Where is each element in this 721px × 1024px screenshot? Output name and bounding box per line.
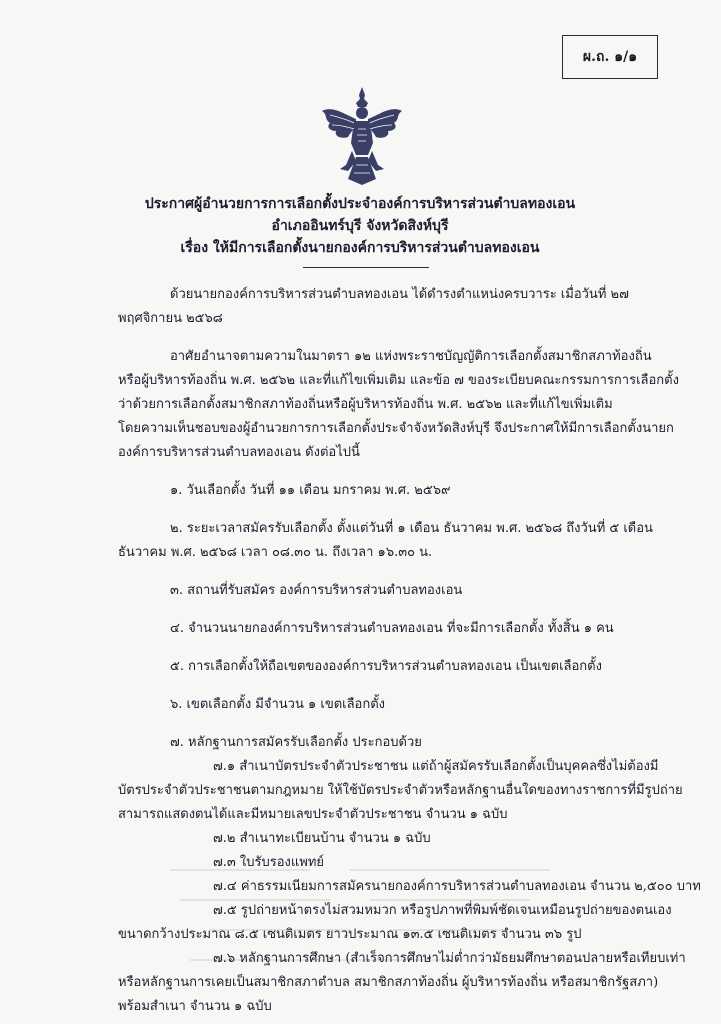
sub-7-5-line-1: ๗.๕ รูปถ่ายหน้าตรงไม่สวมหมวก หรือรูปภาพที่พิมพ์ชัดเจนเหมือนรูปถ่ายของตนเอง <box>213 903 672 918</box>
item-2-line-1: ๒. ระยะเวลาสมัครรับเลือกตั้ง ตั้งแต่วันที่ ๑ เดือน ธันวาคม พ.ศ. ๒๕๖๘ ถึงวันที่ ๕ เดือน <box>170 521 653 536</box>
item-5-constituency: ๕. การเลือกตั้งให้ถือเขตขององค์การบริหารส่วนตำบลทองเอน เป็นเขตเลือกตั้ง <box>170 659 602 674</box>
paragraph-2-line-4: โดยความเห็นชอบของผู้อำนวยการการเลือกตั้งประจำจังหวัดสิงห์บุรี จึงประกาศให้มีการเลือกตั้งนายก <box>118 421 674 436</box>
sub-7-6-line-2: หรือหลักฐานการเคยเป็นสมาชิกสภาตำบล สมาชิกสภาท้องถิ่น ผู้บริหารท้องถิ่น หรือสมาชิกรัฐสภา) <box>118 975 659 990</box>
paragraph-2-line-5: องค์การบริหารส่วนตำบลทองเอน ดังต่อไปนี้ <box>118 445 360 460</box>
item-2-line-2: ธันวาคม พ.ศ. ๒๕๖๘ เวลา ๐๘.๓๐ น. ถึงเวลา ๑๖.๓๐ น. <box>118 545 433 560</box>
sub-7-3-medical-certificate: ๗.๓ ใบรับรองแพทย์ <box>213 855 325 870</box>
sub-7-1-line-2: บัตรประจำตัวประชาชนตามกฎหมาย ให้ใช้บัตรประจำตัวหรือหลักฐานอื่นใดของทางราชการที่มีรูปถ่าย <box>118 783 683 798</box>
form-code-box <box>562 35 658 79</box>
sub-7-5-line-2: ขนาดกว้างประมาณ ๘.๕ เซนติเมตร ยาวประมาณ ๑๓.๕ เซนติเมตร จำนวน ๓๖ รูป <box>118 927 582 942</box>
title-line-1: ประกาศผู้อำนวยการการเลือกตั้งประจำองค์การบริหารส่วนตำบลทองเอน <box>144 196 576 212</box>
announcement-title <box>140 193 580 259</box>
paragraph-2-line-2: หรือผู้บริหารท้องถิ่น พ.ศ. ๒๕๖๒ และที่แก้ไขเพิ่มเติม และข้อ ๗ ของระเบียบคณะกรรมการการเลือกตั้ง <box>118 373 679 388</box>
paragraph-1-line-1: ด้วยนายกองค์การบริหารส่วนตำบลทองเอน ได้ดำรงตำแหน่งครบวาระ เมื่อวันที่ ๒๗ <box>170 287 629 302</box>
sub-7-1-line-1: ๗.๑ สำเนาบัตรประจำตัวประชาชน แต่ถ้าผู้สมัครรับเลือกตั้งเป็นบุคคลซึ่งไม่ต้องมี <box>213 759 659 774</box>
sub-7-6-line-1: ๗.๖ หลักฐานการศึกษา (สำเร็จการศึกษาไม่ต่ำกว่ามัธยมศึกษาตอนปลายหรือเทียบเท่า <box>213 951 686 966</box>
title-line-3: เรื่อง ให้มีการเลือกตั้งนายกองค์การบริหารส่วนตำบลทองเอน <box>180 240 540 256</box>
sub-7-6-line-3: พร้อมสำเนา จำนวน ๑ ฉบับ <box>118 999 272 1014</box>
item-7-required-documents: ๗. หลักฐานการสมัครรับเลือกตั้ง ประกอบด้วย <box>170 735 422 750</box>
item-1-election-date: ๑. วันเลือกตั้ง วันที่ ๑๑ เดือน มกราคม พ.ศ. ๒๕๖๙ <box>170 483 451 498</box>
sub-7-1-line-3: สามารถแสดงตนได้และมีหมายเลขประจำตัวประชาชน จำนวน ๑ ฉบับ <box>118 807 508 822</box>
bleed-through-marks <box>150 850 570 1000</box>
garuda-emblem-icon <box>318 85 406 187</box>
sub-7-4-application-fee: ๗.๔ ค่าธรรมเนียมการสมัครนายกองค์การบริหารส่วนตำบลทองเอน จำนวน ๒,๕๐๐ บาท <box>213 879 701 894</box>
paragraph-1-line-2: พฤศจิกายน ๒๕๖๘ <box>118 311 223 326</box>
paragraph-2-line-3: ว่าด้วยการเลือกตั้งสมาชิกสภาท้องถิ่นหรือผู้บริหารท้องถิ่น พ.ศ. ๒๕๖๒ และที่แก้ไขเพิ่มเติม <box>118 397 613 412</box>
item-3-application-place: ๓. สถานที่รับสมัคร องค์การบริหารส่วนตำบลทองเอน <box>170 583 463 598</box>
title-divider <box>303 267 429 268</box>
paragraph-2-line-1: อาศัยอำนาจตามความในมาตรา ๑๒ แห่งพระราชบัญญัติการเลือกตั้งสมาชิกสภาท้องถิ่น <box>170 349 652 364</box>
form-code: ผ.ถ. ๑/๑ <box>582 49 638 65</box>
item-4-number-of-positions: ๔. จำนวนนายกองค์การบริหารส่วนตำบลทองเอน ที่จะมีการเลือกตั้ง ทั้งสิ้น ๑ คน <box>170 621 614 636</box>
item-6-constituency-count: ๖. เขตเลือกตั้ง มีจำนวน ๑ เขตเลือกตั้ง <box>170 697 386 712</box>
sub-7-2-house-registration: ๗.๒ สำเนาทะเบียนบ้าน จำนวน ๑ ฉบับ <box>213 831 431 846</box>
title-line-2: อำเภออินทร์บุรี จังหวัดสิงห์บุรี <box>271 218 449 234</box>
